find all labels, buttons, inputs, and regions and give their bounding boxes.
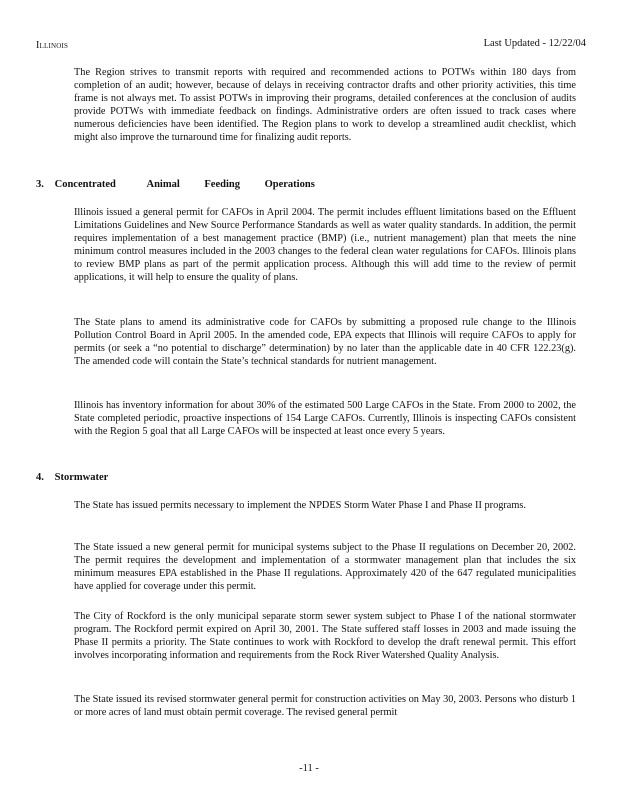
page-number: -11 - bbox=[299, 763, 319, 774]
stormwater-paragraph-construction: The State issued its revised stormwater general permit for construction activities on May 30, 2003. Persons who disturb 1 or more acres of land must obtain permit coverage. The revised general permit bbox=[74, 694, 576, 719]
header-state: Illinois bbox=[36, 40, 69, 51]
stormwater-paragraph-rockford: The City of Rockford is the only municipal separate storm sewer system subject to Phase I of the national stormwater program. The Rockford permit expired on April 30, 2001. The State suffered staff losses in 2003 and made issuing the Phase II permits a priority. The State continues to work with Rockford to develop the draft renewal permit. This effort involves incorporating information and requirements from the Rock River Watershed Quality Analysis. bbox=[74, 611, 576, 662]
section-heading-cafo bbox=[36, 179, 315, 190]
cafo-paragraph-general-permit: Illinois issued a general permit for CAFOs in April 2004. The permit includes effluent limitations based on the Effluent Limitations Guidelines and New Source Performance Standards as well as water quality standards. In addition, the permit requires implementation of a best management practice (BMP) (i.e., nutrient management) plan that meets the nine minimum control measures included in the 2003 changes to the federal clean water regulations for CAFOs. Illinois plans to review BMP plans as part of the permit application process. Although this will add time to the review of permit applications, it will help to ensure the quality of plans. bbox=[74, 207, 576, 284]
cafo-paragraph-admin-code: The State plans to amend its administrative code for CAFOs by submitting a proposed rule change to the Illinois Pollution Control Board in April 2005. In the amended code, EPA expects that Illinois will require CAFOs to apply for permits (or seek a “no potential to discharge” determination) by no later than the applicable date in 40 CFR 122.23(g). The amended code will contain the State’s technical standards for nutrient management. bbox=[74, 317, 576, 368]
section-title-word: Stormwater bbox=[54, 472, 109, 483]
cafo-paragraph-inventory: Illinois has inventory information for about 30% of the estimated 500 Large CAFOs in the State. From 2000 to 2002, the State completed periodic, proactive inspections of 154 Large CAFOs. Currently, Illinois is inspecting CAFOs consistent with the Region 5 goal that all Large CAFOs will be inspected at least once every 5 years. bbox=[74, 400, 576, 438]
intro-paragraph: The Region strives to transmit reports with required and recommended actions to POTWs within 180 days from completion of an audit; however, because of delays in receiving contractor drafts and other priority activities, this time frame is not always met. To assist POTWs in improving their programs, detailed conferences at the conclusion of audits provide POTWs with immediate feedback on findings. Administrative orders are often issued to track cases where numerous deficiencies have been identified. The Region plans to work to develop a streamlined audit checklist, which might also improve the turnaround time for finalizing audit reports. bbox=[74, 67, 576, 144]
section-title-word: Animal bbox=[146, 179, 180, 190]
section-heading-stormwater bbox=[36, 472, 108, 483]
section-number: 4. bbox=[36, 472, 44, 483]
section-title-word: Concentrated bbox=[54, 179, 116, 190]
section-number: 3. bbox=[36, 179, 44, 190]
section-title-word: Feeding bbox=[204, 179, 240, 190]
stormwater-paragraph-phase-ii: The State issued a new general permit for municipal systems subject to the Phase II regulations on December 20, 2002. The permit requires the development and implementation of a stormwater management plan that includes the six minimum measures EPA established in the Phase II regulations. Approximately 420 of the 647 regulated municipalities have applied for coverage under this permit. bbox=[74, 542, 576, 593]
section-title-word: Operations bbox=[264, 179, 315, 190]
stormwater-paragraph-permits: The State has issued permits necessary to implement the NPDES Storm Water Phase I and Phase II programs. bbox=[74, 500, 526, 511]
header-last-updated: Last Updated - 12/22/04 bbox=[483, 38, 586, 49]
